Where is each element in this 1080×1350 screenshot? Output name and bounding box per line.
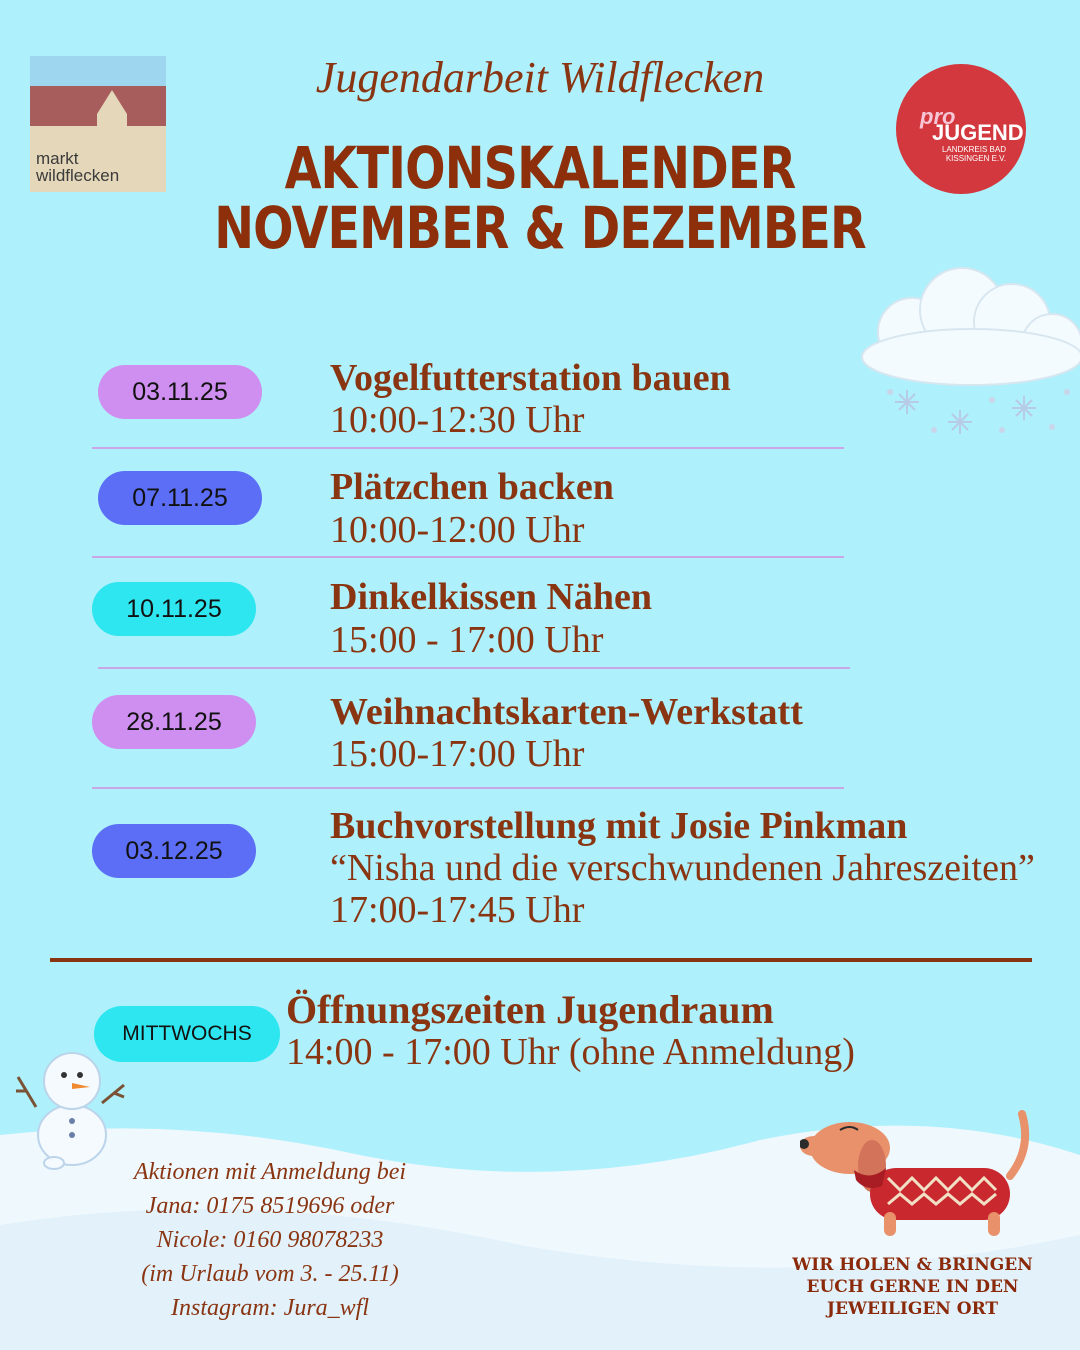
- title-line-2: NOVEMBER & DEZEMBER: [214, 194, 866, 262]
- pickup-note: [765, 1254, 1060, 1320]
- logo-right-main: JUGEND: [932, 120, 1024, 145]
- event-time: 15:00-17:00 Uhr: [330, 733, 585, 775]
- logo-right-sub: LANDKREIS BAD KISSINGEN E.V.: [941, 145, 1006, 163]
- contact-line: Jana: 0175 8519696 oder: [145, 1193, 395, 1219]
- event-divider: [92, 447, 844, 449]
- page-title: [97, 134, 983, 262]
- pickup-line: EUCH GERNE IN DEN: [806, 1277, 1019, 1297]
- event-date-badge: 03.11.25: [98, 365, 262, 419]
- event-date-badge: 10.11.25: [92, 582, 256, 636]
- opening-title: Öffnungszeiten Jugendraum: [286, 987, 774, 1032]
- contact-line: Nicole: 0160 98078233: [156, 1227, 384, 1253]
- title-line-1: AKTIONSKALENDER: [284, 134, 796, 202]
- page-subtitle: Jugendarbeit Wildflecken: [315, 53, 765, 102]
- event-title: Plätzchen backen: [330, 466, 614, 508]
- contact-line: Instagram: Jura_wfl: [171, 1295, 369, 1321]
- event-title: Weihnachtskarten-Werkstatt: [330, 691, 803, 733]
- event-divider: [92, 787, 844, 789]
- event-title: Vogelfutterstation bauen: [330, 357, 731, 399]
- event-time: 17:00-17:45 Uhr: [330, 889, 585, 931]
- pickup-line: WIR HOLEN & BRINGEN: [792, 1255, 1033, 1275]
- event-date-badge: 28.11.25: [92, 695, 256, 749]
- contact-line: Aktionen mit Anmeldung bei: [133, 1159, 407, 1185]
- event-time: 10:00-12:30 Uhr: [330, 399, 585, 441]
- event-title: Buchvorstellung mit Josie Pinkman: [330, 805, 908, 847]
- dachshund-illustration: [800, 1108, 1036, 1240]
- snow-cloud-illustration: [852, 262, 1080, 442]
- event-subtitle: “Nisha und die verschwundenen Jahreszeiten”: [330, 847, 1035, 889]
- contact-info: [90, 1155, 450, 1325]
- pickup-line: JEWEILIGEN ORT: [826, 1299, 999, 1319]
- snowflake-icons: [895, 390, 1036, 434]
- opening-hours: 14:00 - 17:00 Uhr (ohne Anmeldung): [286, 1031, 855, 1073]
- contact-line: (im Urlaub vom 3. - 25.11): [141, 1261, 399, 1287]
- event-divider: [92, 556, 844, 558]
- opening-day-badge: MITTWOCHS: [94, 1006, 280, 1062]
- section-divider: [50, 958, 1032, 962]
- event-date-badge: 07.11.25: [98, 471, 262, 525]
- snowman-illustration: [14, 1035, 130, 1175]
- logo-left-text: markt wildflecken: [36, 149, 120, 185]
- event-date-badge: 03.12.25: [92, 824, 256, 878]
- event-time: 15:00 - 17:00 Uhr: [330, 619, 604, 661]
- event-divider: [98, 667, 850, 669]
- event-time: 10:00-12:00 Uhr: [330, 509, 585, 551]
- event-title: Dinkelkissen Nähen: [330, 576, 653, 618]
- logo-right-pro: pro: [920, 104, 956, 129]
